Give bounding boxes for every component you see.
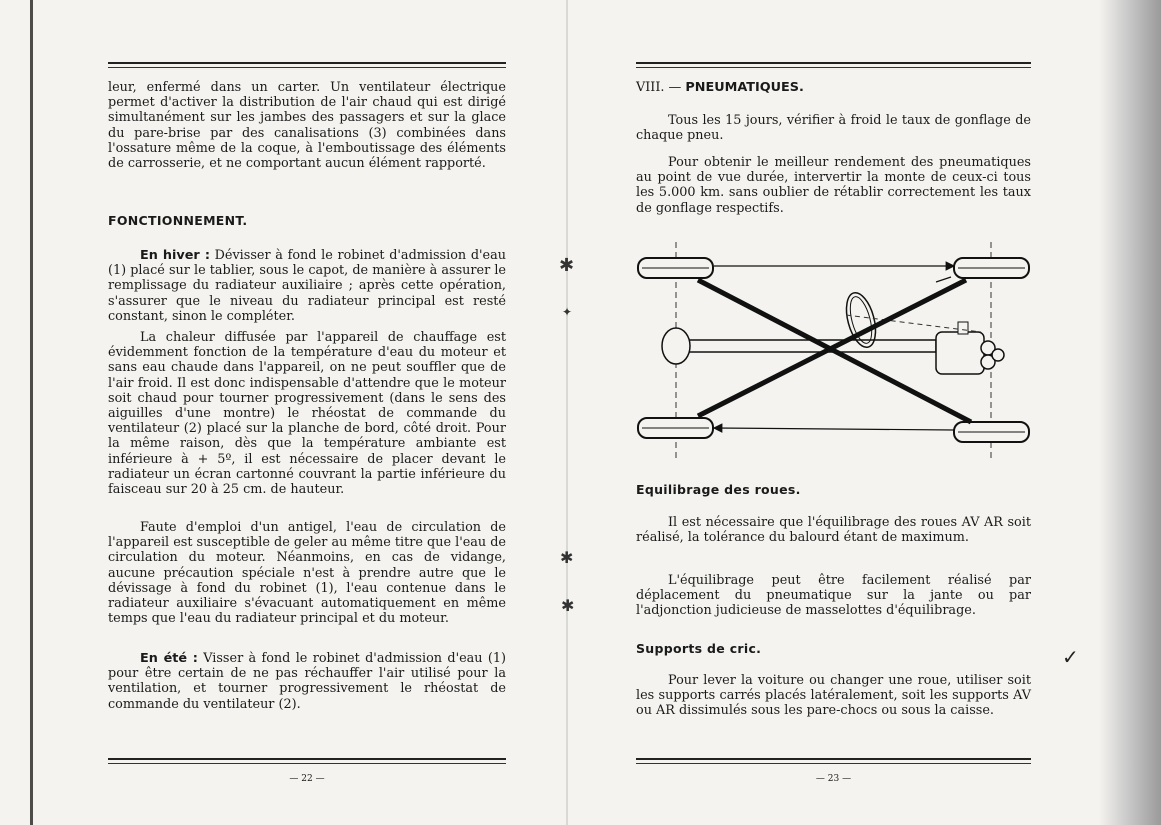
- binding-mark-icon: ✱: [561, 596, 575, 615]
- ete-text: Visser à fond le robinet d'admission d'eau (1) pour être certain de ne pas réchauffer l'air utilisé pour la ventilation, et tourner progressivement le rhéostat de commande du ventilateur (2).: [108, 651, 507, 712]
- top-rule: [636, 62, 1031, 64]
- page-shadow-edge: [1099, 0, 1161, 825]
- equilibrage-heading: Equilibrage des roues.: [636, 482, 801, 497]
- wheel-rear-left: [954, 258, 1029, 278]
- front-hub: [662, 328, 690, 364]
- wheel-front-left: [638, 258, 713, 278]
- wheel-front-right: [638, 418, 713, 438]
- page-number: — 23 —: [815, 774, 852, 784]
- binding-mark-icon: ✱: [559, 255, 575, 276]
- binding-mark-icon: ✦: [562, 305, 573, 319]
- chassis-beam: [686, 340, 936, 352]
- section-title: PNEUMATIQUES.: [685, 80, 804, 95]
- bottom-rule: [636, 758, 1031, 760]
- page-gutter: [566, 0, 568, 825]
- equilibrage-paragraph-2: L'équilibrage peut être facilement réalisé par déplacement du pneumatique sur la jante ou par l'adjonction judicieuse de masselottes d'équilibrage.: [636, 573, 1031, 619]
- left-page: [108, 0, 506, 825]
- ete-paragraph: [108, 651, 506, 712]
- section-number: VIII. —: [636, 80, 682, 95]
- hiver-paragraph: [108, 248, 506, 324]
- intro-paragraph: leur, enfermé dans un carter. Un ventilateur électrique permet d'activer la distribution de l'air chaud qui est dirigé simultanément sur les jambes des passagers et sur la glace du pare-brise par des canalisations (3) combinées dans l'ossature même de la coque, à l'emboutissage des éléments de carrosserie, et ne comportant aucun élément rapporté.: [108, 80, 506, 172]
- bottom-rule: [108, 758, 506, 760]
- hiver-lead: En hiver :: [140, 248, 210, 263]
- equilibrage-paragraph-1: Il est nécessaire que l'équilibrage des roues AV AR soit réalisé, la tolérance du balourd étant de maximum.: [636, 515, 1031, 546]
- gonflage-paragraph: Tous les 15 jours, vérifier à froid le taux de gonflage de chaque pneu.: [636, 113, 1031, 144]
- top-rule: [108, 62, 506, 64]
- engine-block: [936, 322, 1004, 374]
- page-binding-edge: [30, 0, 33, 825]
- section-title-row: [636, 80, 804, 95]
- binding-mark-icon: ✱: [560, 548, 574, 567]
- rotation-arrow-bottom: [714, 428, 954, 430]
- cric-paragraph: Pour lever la voiture ou changer une roue, utiliser soit les supports carrés placés latéralement, soit les supports AV ou AR dissimulés sous les pare-chocs ou sous la caisse.: [636, 673, 1031, 719]
- ete-lead: En été :: [140, 651, 198, 666]
- wheel-rear-right: [954, 422, 1029, 442]
- rendement-paragraph: Pour obtenir le meilleur rendement des pneumatiques au point de vue durée, intervertir la monte de ceux-ci tous les 5.000 km. sans oublier de rétablir correctement les taux de gonflage respectifs.: [636, 155, 1031, 216]
- page-number: — 22 —: [289, 774, 325, 784]
- antigel-paragraph: Faute d'emploi d'un antigel, l'eau de circulation de l'appareil est susceptible de geler au même titre que l'eau de circulation du moteur. Néanmoins, en cas de vidange, aucune précaution spéciale n'est à prendre autre que le dévissage à fond du robinet (1), l'eau contenue dans le radiateur auxiliaire s'évacuant automatiquement en même temps que l'eau du radiateur principal et du moteur.: [108, 520, 506, 627]
- margin-tick-icon: ✓: [1062, 645, 1079, 669]
- chaleur-paragraph: La chaleur diffusée par l'appareil de chauffage est évidemment fonction de la température d'eau du moteur et sans eau chaude dans l'appareil, on ne peut souffler que de l'air froid. Il est donc indispensable d'attendre que le moteur soit chaud pour tourner progressivement (dans le sens des aiguilles d'une montre) le rhéostat de commande du ventilateur (2) placé sur la planche de bord, côté droit. Pour la même raison, dès que la température ambiante est inférieure à + 5º, il est nécessaire de placer devant le radiateur un écran cartonné couvrant la partie inférieure du faisceau sur 20 à 25 cm. de hauteur.: [108, 330, 506, 498]
- tire-rotation-diagram: [636, 240, 1031, 462]
- hiver-text: Dévisser à fond le robinet d'admission d'eau (1) placé sur le tablier, sous le capot, de manière à assurer le remplissage du radiateur auxiliaire ; après cette opération, s'assurer que le niveau du radiateur principal est resté constant, sinon le compléter.: [108, 248, 506, 324]
- section-heading: FONCTIONNEMENT.: [108, 213, 248, 228]
- cric-heading: Supports de cric.: [636, 641, 762, 656]
